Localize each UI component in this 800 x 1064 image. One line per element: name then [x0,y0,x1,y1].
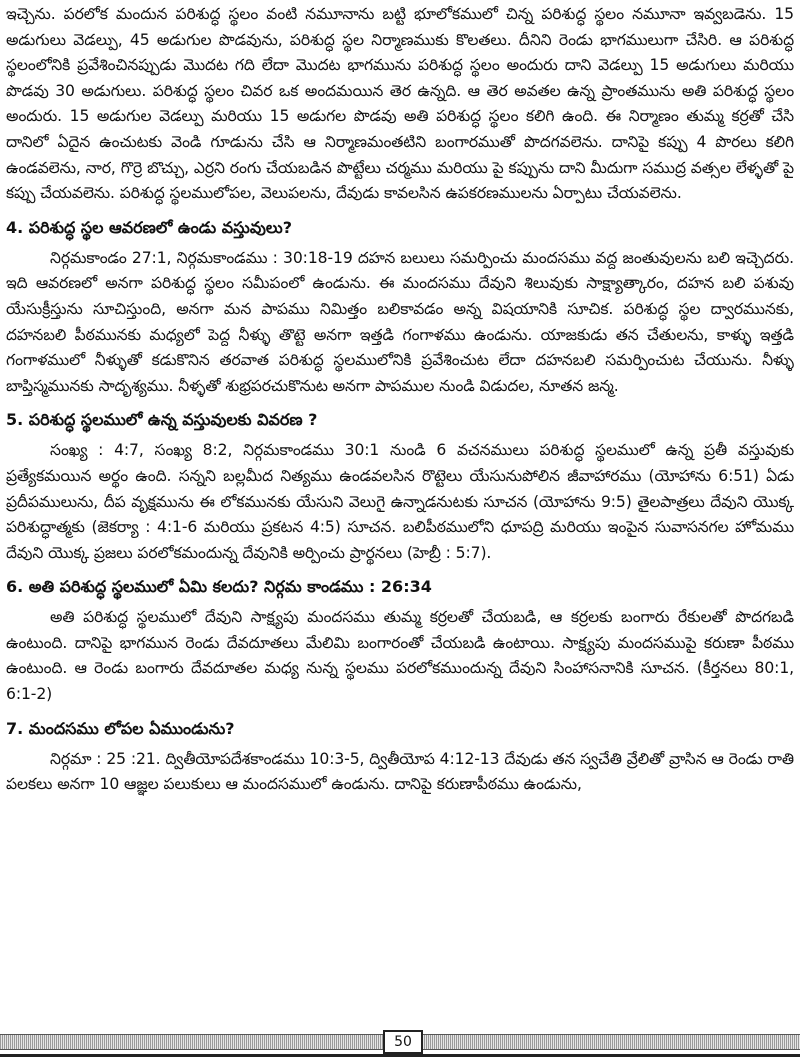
section-6-body: అతి పరిశుద్ధ స్థలములో దేవుని సాక్ష్యపు మందసము తుమ్మ కర్రలతో చేయబడి, ఆ కర్రలకు బంగారు రేకులతో పొదగబడి ఉంటుంది. దానిపై భాగమున రెండు దేవదూతలు మేలిమి బంగారంతో చేయబడి ఉంటాయి. సాక్ష్యపు మందసముపై కరుణా పీఠము ఉంటుంది. ఆ రెండు బంగారు దేవదూతల మధ్య నున్న స్థలము పరలోకముందున్న దేవుని సింహాసనానికి సూచన. (కీర్తనలు 80:1, 6:1-2) [6,608,794,704]
section-6-heading: 6. అతి పరిశుద్ధ స్థలములో ఏమి కలదు? నిర్గమ కాండము : 26:34 [6,577,432,597]
section-4-body: నిర్గమకాండం 27:1, నిర్గమకాండము : 30:18-19 దహన బలులు సమర్పించు మందసము వద్ద జంతువులను బలి ఇచ్చెదరు. ఇది ఆవరణలో అనగా పరిశుద్ధ స్థలం సమీపంలో ఉండును. ఈ మందసము దేవుని శిలువుకు సాక్ష్యాత్కారం, దహన బలి పశువు యేసుక్రీస్తును సూచిస్తుంది, అనగా మన పాపము నిమిత్తం బలికావడం అన్న విషయానికి సూచిక. పరిశుద్ధ స్థల ద్వారమునకు, దహనబలి పీఠమునకు మధ్యలో పెద్ద నీళ్ళు తొట్టె అనగా ఇత్తడి గంగాళము ఉండును. యాజకుడు తన చేతులను, కాళ్ళు ఇత్తడి గంగాళములో నీళ్ళుతో కడుకొనిన తరవాత పరిశుద్ధ స్థలములోనికి ప్రవేశించుట లేదా దహనబలి సమర్పించుట చేయును. నీళ్ళు బాప్తిస్మమునకు సాదృశ్యము. నీళ్ళతో శుభ్రపరచుకొనుట అనగా పాపముల నుండి విడుదల, నూతన జన్మ. [6,248,794,395]
page-footer [0,1028,800,1064]
footer-rule [0,1054,800,1057]
page-number: 50 [383,1030,423,1054]
section-7-heading: 7. మందసము లోపల ఏముండును? [6,718,235,738]
section-4-heading: 4. పరిశుద్ధ స్థల ఆవరణలో ఉండు వస్తువులు? [6,217,292,237]
section-5-heading: 5. పరిశుద్ధ స్థలములో ఉన్న వస్తువులకు వివరణ ? [6,410,318,430]
section-7-body: నిర్గమా : 25 :21. ద్వితీయోపదేశకాండము 10:3-5, ద్వితీయోప 4:12-13 దేవుడు తన స్వచేతి వ్రేలితో వ్రాసిన ఆ రెండు రాతి పలకలు అనగా 10 ఆజ్ఞల పలుకులు ఆ మందసములో ఉండును. దానిపై కరుణాపీఠము ఉండును, [6,749,794,794]
intro-paragraph: ఇచ్చెను. పరలోక మందున పరిశుద్ధ స్థలం వంటి నమూనాను బట్టి భూలోకములో చిన్న పరిశుద్ధ స్థలం నమూనా ఇవ్వబడెను. 15 అడుగులు వెడల్పు, 45 అడుగుల పొడవును, పరిశుద్ధ స్థల నిర్మాణముకు కొలతలు. దీనిని రెండు భాగములుగా చేసిరి. ఆ పరిశుద్ధ స్థలంలోనికి ప్రవేశించినప్పుడు మొదట గది లేదా మొదట భాగమును పరిశుద్ధ స్థలం అందురు దాని వెడల్పు 15 అడుగులు మరియు పొడవు 30 అడుగులు. పరిశుద్ధ స్థలం చివర ఒక అందమయిన తెర ఉన్నది. ఆ తెర అవతల ఉన్న ప్రాంతమును అతి పరిశుద్ధ స్థలం అందురు. 15 అడుగుల వెడల్పు మరియు 15 అడుగల పొడవు అతి పరిశుద్ధ స్థలం కలిగి ఉంది. ఈ నిర్మాణం తుమ్మ కర్రతో చేసి దానిలో ఏదైన ఉంచుటకు వెండి గూడును చేసి ఆ నిర్మాణమంతటిని బంగారముతో పొదగవలెను. దానిపై కప్పు 4 పొరలు కలిగి ఉండవలెను, నార, గొర్రె బొచ్చు, ఎర్రని రంగు చేయబడిన పొట్టేలు చర్మము మరియు పై కప్పును దాని మీదుగా సముద్ర వత్సల లేళ్ళతో పై కప్పు చేయవలెను. పరిశుద్ధ స్థలములోపల, వెలుపలను, దేవుడు కావలసిన ఉపకరణములను ఏర్పాటు చేయవలెను. [6,5,794,203]
section-5-body: సంఖ్య : 4:7, సంఖ్య 8:2, నిర్గమకాండము 30:1 నుండి 6 వచనములు పరిశుద్ధ స్థలములో ఉన్న ప్రతీ వస్తువుకు ప్రత్యేకమయిన అర్థం ఉంది. సన్నని బల్లమీద నిత్యము ఉండవలసిన రొట్టెలు యేసునుపోలిన జీవాహారము (యోహాను 6:51) ఏడు ప్రదీపములును, దీప వృక్షమును ఈ లోకమునకు యేసుని వెలుగై ఉన్నాడనుటకు సూచన (యోహాను 9:5) తైలపాత్రలు దేవుని యొక్క పరిశుద్ధాత్మకు (జెకర్యా : 4:1-6 మరియు ప్రకటన 4:5) సూచన. బలిపీఠములోని ధూపద్రి మరియు ఇంపైన సువాసనగల హోమము దేవుని యొక్క ప్రజలు పరలోకమందున్న దేవునికి అర్పించు ప్రార్థనలు (హెబ్రీ : 5:7). [6,441,794,562]
